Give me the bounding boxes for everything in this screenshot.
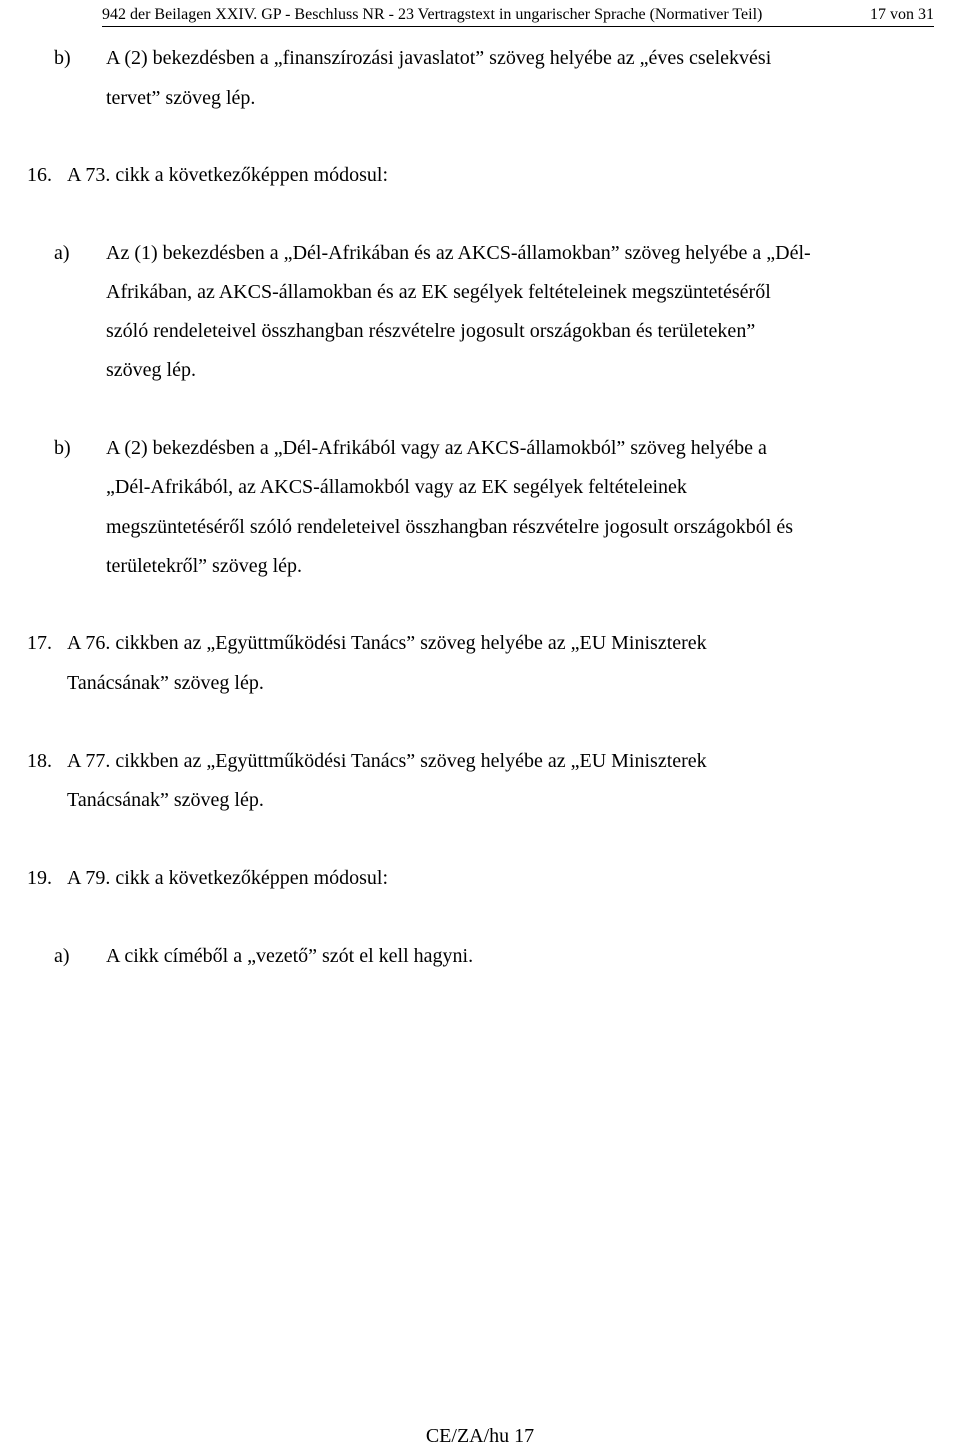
- item-text-line: területekről” szöveg lép.: [106, 555, 303, 577]
- item-text-line: A 73. cikk a következőképpen módosul:: [67, 164, 389, 186]
- item-label: a): [54, 945, 70, 967]
- item-text-line: A 79. cikk a következőképpen módosul:: [67, 867, 389, 889]
- item-text-line: A (2) bekezdésben a „Dél-Afrikából vagy az AKCS-államokból” szöveg helyébe a: [106, 437, 767, 459]
- item-text-line: Tanácsának” szöveg lép.: [67, 789, 264, 811]
- item-text-line: tervet” szöveg lép.: [106, 87, 256, 109]
- item-text-line: Afrikában, az AKCS-államokban és az EK segélyek feltételeinek megszüntetéséről: [106, 281, 771, 303]
- page-count: 17 von 31: [870, 6, 934, 23]
- item-text-line: szóló rendeleteivel összhangban részvételre jogosult országokban és területeken”: [106, 320, 756, 342]
- item-number: 17.: [27, 632, 52, 654]
- item-number: 19.: [27, 867, 52, 889]
- item-text-line: megszüntetéséről szóló rendeleteivel összhangban részvételre jogosult országokból és: [106, 516, 793, 538]
- item-text-line: A (2) bekezdésben a „finanszírozási javaslatot” szöveg helyébe az „éves cselekvési: [106, 47, 772, 69]
- item-text-line: szöveg lép.: [106, 359, 196, 381]
- item-text-line: A cikk címéből a „vezető” szót el kell hagyni.: [106, 945, 474, 967]
- item-number: 16.: [27, 164, 52, 186]
- item-text-line: Tanácsának” szöveg lép.: [67, 672, 264, 694]
- item-label: b): [54, 47, 71, 69]
- page-header: [102, 6, 934, 27]
- item-number: 18.: [27, 750, 52, 772]
- item-text-line: A 76. cikkben az „Együttműködési Tanács” szöveg helyébe az „EU Miniszterek: [67, 632, 707, 654]
- header-title: 942 der Beilagen XXIV. GP - Beschluss NR - 23 Vertragstext in ungarischer Sprache (Normativer Teil): [102, 6, 763, 23]
- item-label: a): [54, 242, 70, 264]
- item-text-line: „Dél-Afrikából, az AKCS-államokból vagy az EK segélyek feltételeinek: [106, 476, 687, 498]
- item-text-line: Az (1) bekezdésben a „Dél-Afrikában és az AKCS-államokban” szöveg helyébe a „Dél-: [106, 242, 811, 264]
- page-footer-reference: CE/ZA/hu 17: [425, 1425, 535, 1447]
- item-label: b): [54, 437, 71, 459]
- item-text-line: A 77. cikkben az „Együttműködési Tanács” szöveg helyébe az „EU Miniszterek: [67, 750, 707, 772]
